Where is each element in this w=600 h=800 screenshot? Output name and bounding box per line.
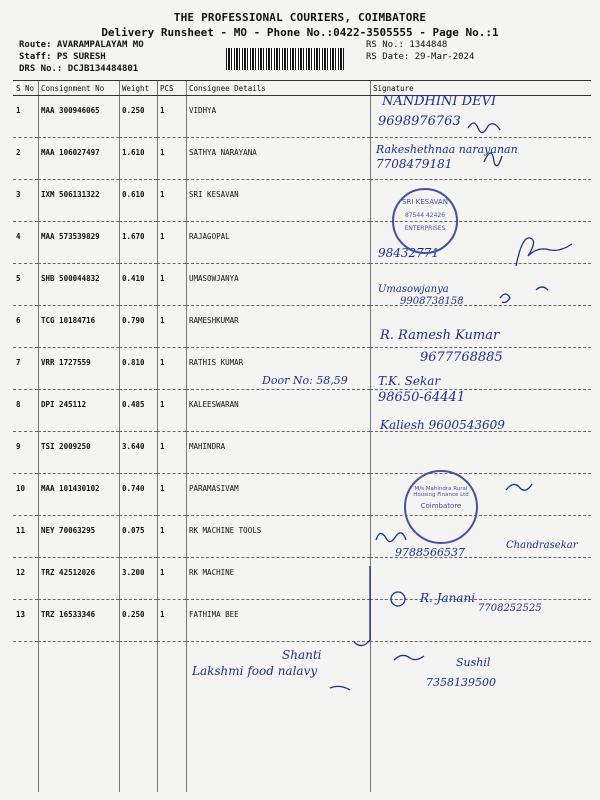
cell-consignment: TRZ 42512026	[38, 558, 119, 600]
stamp-text: M/s Mahindra Rural Housing Finance Ltd	[413, 486, 469, 498]
handwritten-address: Door No: 58,59	[262, 374, 348, 387]
cell-pcs: 1	[157, 222, 186, 264]
cell-consignee: RATHIS KUMAR	[186, 348, 370, 390]
cell-consignee: MAHINDRA	[186, 432, 370, 474]
cell-consignee: RAJAGOPAL	[186, 222, 370, 264]
cell-weight: 3.200	[119, 558, 157, 600]
cell-weight: 0.790	[119, 306, 157, 348]
cell-consignee: RK MACHINE	[186, 558, 370, 600]
cell-sno: 3	[13, 180, 38, 222]
signature-mark	[536, 287, 548, 290]
handwritten-name: NANDHINI DEVI	[382, 94, 497, 109]
signature-mark	[506, 484, 532, 490]
handwritten-phone: 7708479181	[376, 157, 453, 171]
cell-pcs: 1	[157, 432, 186, 474]
signature-mark	[500, 294, 510, 303]
cell-consignment: MAA 300946065	[38, 96, 119, 138]
cell-weight: 1.610	[119, 138, 157, 180]
handwritten-phone: 9788566537	[395, 546, 465, 559]
cell-weight: 0.410	[119, 264, 157, 306]
cell-consignee: PARAMASIVAM	[186, 474, 370, 516]
handwritten-name: Lakshmi food nalavy	[192, 664, 318, 678]
handwritten-name: Sushil	[456, 656, 491, 669]
cell-pcs: 1	[157, 474, 186, 516]
rs-date-label: RS Date: 29-Mar-2024	[366, 52, 475, 62]
cell-sno: 2	[13, 138, 38, 180]
handwritten-name: R. Ramesh Kumar	[380, 328, 500, 343]
cell-consignment: MAA 106027497	[38, 138, 119, 180]
cell-weight: 0.250	[119, 600, 157, 642]
handwritten-phone: 9698976763	[378, 114, 461, 129]
signature-mark	[468, 123, 500, 133]
signature-mark	[516, 238, 572, 266]
cell-sno: 9	[13, 432, 38, 474]
cell-weight: 0.485	[119, 390, 157, 432]
cell-pcs: 1	[157, 180, 186, 222]
handwritten-phone: 98650-64441	[378, 390, 466, 405]
cell-consignee: KALEESWARAN	[186, 390, 370, 432]
cell-consignment: NEY 70063295	[38, 516, 119, 558]
cell-consignment: TCG 10184716	[38, 306, 119, 348]
cell-consignee: VIDHYA	[186, 96, 370, 138]
cell-sno: 10	[13, 474, 38, 516]
cell-consignee: RAMESHKUMAR	[186, 306, 370, 348]
handwritten-note: Kaliesh 9600543609	[380, 418, 505, 432]
cell-consignee: UMASOWJANYA	[186, 264, 370, 306]
col-pcs: PCS	[157, 81, 186, 96]
company-title: THE PROFESSIONAL COURIERS, COIMBATORE	[173, 11, 427, 24]
cell-weight: 1.670	[119, 222, 157, 264]
stamp-text: SRI KESAVAN	[402, 198, 448, 206]
cell-consignee: RK MACHINE TOOLS	[186, 516, 370, 558]
route-label: Route: AVARAMPALAYAM MO	[19, 40, 144, 50]
cell-consignee: SRI KESAVAN	[186, 180, 370, 222]
cell-pcs: 1	[157, 558, 186, 600]
handwritten-name: T.K. Sekar	[378, 374, 441, 388]
cell-weight: 0.075	[119, 516, 157, 558]
handwritten-phone: 7708252525	[478, 603, 542, 614]
signature-mark	[376, 533, 406, 542]
staff-label: Staff: PS SURESH	[19, 52, 106, 62]
handwritten-name: Rakeshethnaa narayanan	[376, 143, 518, 156]
cell-sno: 4	[13, 222, 38, 264]
cell-weight: 0.610	[119, 180, 157, 222]
cell-consignee: FATHIMA BEE	[186, 600, 370, 642]
cell-sno: 5	[13, 264, 38, 306]
signature-mark	[354, 640, 370, 646]
cell-consignment: TSI 2009250	[38, 432, 119, 474]
drs-label: DRS No.: DCJB134484801	[19, 64, 139, 74]
cell-consignment: IXM 506131322	[38, 180, 119, 222]
handwritten-name: Umasowjanya	[378, 284, 449, 295]
cell-pcs: 1	[157, 348, 186, 390]
cell-weight: 0.740	[119, 474, 157, 516]
cell-consignment: SHB 500044832	[38, 264, 119, 306]
runsheet-subtitle: Delivery Runsheet - MO - Phone No.:0422-3505555 - Page No.:1	[101, 26, 499, 39]
handwritten-phone: 9677768885	[420, 350, 503, 365]
handwritten-phone: 7358139500	[426, 676, 496, 689]
cell-consignee: SATHYA NARAYANA	[186, 138, 370, 180]
cell-sno: 8	[13, 390, 38, 432]
stamp-text: 87544 42426	[404, 212, 446, 219]
handwritten-phone: 98432771	[378, 246, 440, 260]
handwritten-phone: 9908738158	[400, 296, 464, 307]
signature-mark	[391, 592, 405, 606]
handwritten-name: Shanti	[282, 648, 322, 662]
cell-pcs: 1	[157, 96, 186, 138]
cell-consignment: MAA 573539829	[38, 222, 119, 264]
stamp-text: Coimbatore	[420, 502, 462, 510]
col-sno: S No	[13, 81, 38, 96]
cell-pcs: 1	[157, 264, 186, 306]
cell-weight: 0.250	[119, 96, 157, 138]
cell-sno: 11	[13, 516, 38, 558]
signature-mark	[394, 655, 424, 660]
handwritten-name: R. Janani	[420, 591, 476, 605]
cell-pcs: 1	[157, 306, 186, 348]
col-consignee: Consignee Details	[186, 81, 370, 96]
cell-sno: 6	[13, 306, 38, 348]
cell-weight: 3.640	[119, 432, 157, 474]
cell-pcs: 1	[157, 600, 186, 642]
cell-consignment: DPI 245112	[38, 390, 119, 432]
cell-sno: 12	[13, 558, 38, 600]
col-consignment: Consignment No	[38, 81, 119, 96]
cell-consignment: TRZ 16533346	[38, 600, 119, 642]
cell-sno: 1	[13, 96, 38, 138]
signature-mark	[330, 686, 350, 690]
cell-consignment: MAA 101430102	[38, 474, 119, 516]
signature-mark	[484, 153, 502, 166]
cell-weight: 0.810	[119, 348, 157, 390]
rs-no-label: RS No.: 1344848	[366, 40, 448, 50]
cell-consignment: VRR 1727559	[38, 348, 119, 390]
col-weight: Weight	[119, 81, 157, 96]
cell-pcs: 1	[157, 138, 186, 180]
stamp-text: ENTERPRISES	[404, 225, 446, 232]
cell-sno: 7	[13, 348, 38, 390]
cell-pcs: 1	[157, 516, 186, 558]
handwritten-signature: Chandrasekar	[506, 540, 578, 551]
col-signature: Signature	[370, 81, 591, 96]
cell-sno: 13	[13, 600, 38, 642]
cell-pcs: 1	[157, 390, 186, 432]
